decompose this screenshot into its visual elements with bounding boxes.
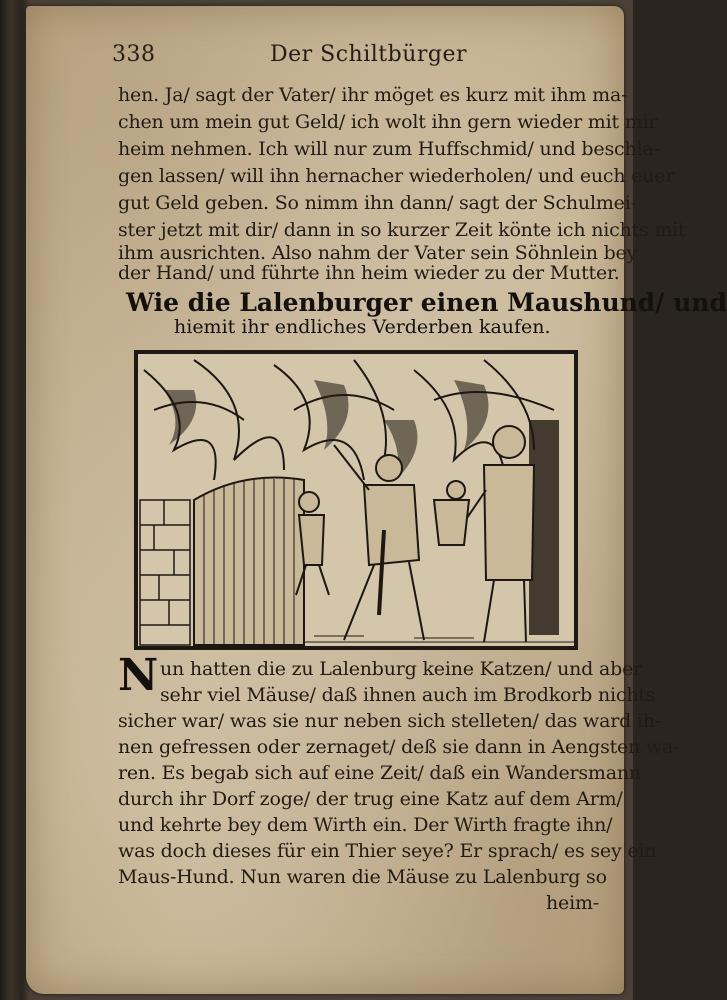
text-line: Maus-Hund. Nun waren die Mäuse zu Lalenburg so [118, 866, 607, 888]
chapter-subheading: hiemit ihr endliches Verderben kaufen. [174, 316, 551, 338]
text-line: chen um mein gut Geld/ ich wolt ihn gern wieder mit mir [118, 111, 658, 133]
text-line: gut Geld geben. So nimm ihn dann/ sagt der Schulmei- [118, 192, 637, 214]
text-line: nen gefressen oder zernaget/ deß sie dann in Aengsten wa- [118, 736, 680, 758]
text-line: ihm ausrichten. Also nahm der Vater sein Söhnlein bey [118, 242, 638, 264]
text-line: hen. Ja/ sagt der Vater/ ihr möget es kurz mit ihm ma- [118, 84, 628, 106]
text-line: der Hand/ und führte ihn heim wieder zu der Mutter. [118, 262, 620, 284]
page [26, 6, 727, 994]
woodcut-illustration [134, 350, 578, 650]
running-title: Der Schiltbürger [270, 42, 468, 67]
text-line: was doch dieses für ein Thier seye? Er sprach/ es sey ein [118, 840, 657, 862]
drop-cap: N [118, 650, 159, 701]
text-line: ren. Es begab sich auf eine Zeit/ daß ein Wandersmann [118, 762, 641, 784]
text-line: heim nehmen. Ich will nur zum Huffschmid/ und beschla- [118, 138, 660, 160]
text-line: gen lassen/ will ihn hernacher wiederholen/ und euch euer [118, 165, 675, 187]
text-line: ster jetzt mit dir/ dann in so kurzer Zeit könte ich nichts mit [118, 219, 686, 241]
page-number: 338 [112, 42, 156, 67]
catchword: heim- [546, 892, 599, 914]
text-line: und kehrte bey dem Wirth ein. Der Wirth fragte ihn/ [118, 814, 613, 836]
text-line: un hatten die zu Lalenburg keine Katzen/ und aber [160, 658, 643, 680]
text-line: sicher war/ was sie nur neben sich stelleten/ das ward ih- [118, 710, 662, 732]
chapter-heading: Wie die Lalenburger einen Maushund/ und [126, 288, 727, 317]
text-line: durch ihr Dorf zoge/ der trug eine Katz auf dem Arm/ [118, 788, 623, 810]
text-line: sehr viel Mäuse/ daß ihnen auch im Brodkorb nichts [160, 684, 656, 706]
